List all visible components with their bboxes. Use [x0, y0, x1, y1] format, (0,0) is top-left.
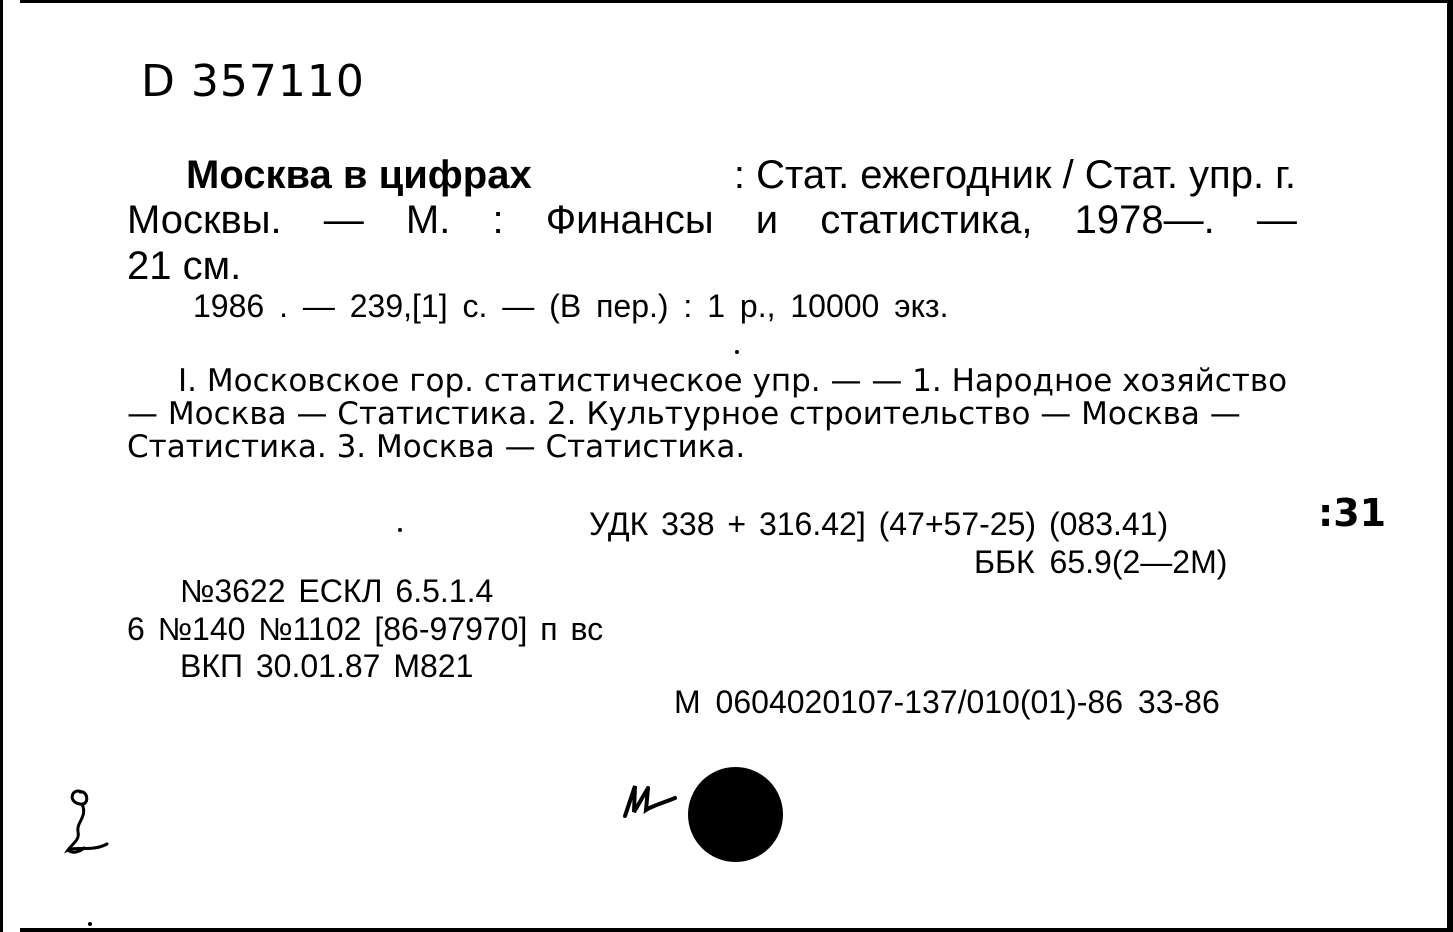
- ink-dot: [735, 350, 739, 354]
- pub-word: —: [1256, 198, 1297, 242]
- vkp-line: ВКП 30.01.87 М821: [180, 648, 474, 684]
- pub-word: Финансы: [545, 198, 714, 242]
- record-line: 6 №140 №1102 [86-97970] п вс: [127, 611, 604, 647]
- pub-word: и: [755, 198, 779, 242]
- pub-word: —: [323, 198, 364, 242]
- pub-word: статистика,: [820, 198, 1033, 242]
- bbk-classification: ББК 65.9(2—2М): [974, 544, 1228, 580]
- title-bold: Москва в цифрах: [186, 153, 532, 197]
- udk-handwritten-note: :31: [1318, 491, 1387, 535]
- m-code-line: М 0604020107-137/010(01)-86 33-86: [674, 684, 1220, 720]
- handwritten-mark-left: [62, 782, 117, 857]
- subject-headings: [127, 365, 1295, 464]
- ink-circle-stamp: [688, 767, 783, 862]
- title-rest: : Стат. ежегодник / Стат. упр. г.: [733, 153, 1296, 197]
- size-line: 21 см.: [127, 244, 242, 288]
- subject-line: I. Московское гор. статистическое упр. — — 1. Народное хозяйство: [178, 363, 1288, 399]
- title-line: [186, 155, 1296, 195]
- card-left-edge: [0, 0, 20, 932]
- pub-word: :: [492, 198, 504, 242]
- pub-word: 1978—.: [1074, 198, 1215, 242]
- pub-word: Москвы.: [127, 198, 282, 242]
- ink-dot: [398, 528, 402, 532]
- udk-classification: УДК 338 + 316.42] (47+57-25) (083.41): [589, 506, 1169, 542]
- subject-line: — Москва — Статистика. 2. Культурное строительство — Москва —: [127, 396, 1241, 432]
- subject-line: Статистика. 3. Москва — Статистика.: [127, 429, 746, 465]
- call-number: D 357110: [141, 56, 365, 107]
- volume-line: 1986 . — 239,[1] с. — (В пер.) : 1 р., 10000 экз.: [193, 288, 949, 324]
- ink-dot: [88, 922, 92, 926]
- pub-word: М.: [405, 198, 451, 242]
- handwritten-initial: [620, 776, 680, 826]
- eskl-number: №3622 ЕСКЛ 6.5.1.4: [180, 573, 494, 609]
- publication-line: [127, 200, 1297, 240]
